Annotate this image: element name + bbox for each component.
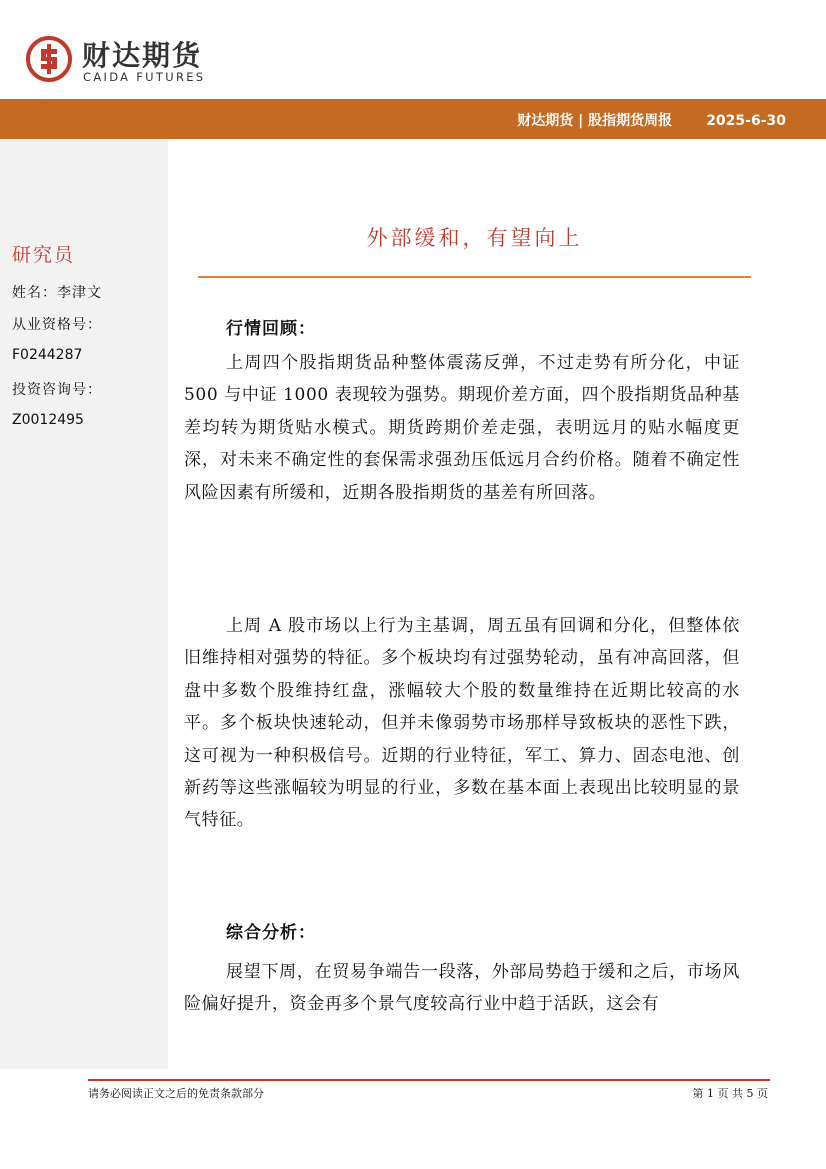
header-report-name: 财达期货 | 股指期货周报	[517, 113, 673, 129]
report-title: 外部缓和，有望向上	[366, 226, 583, 250]
sidebar-title: 研究员	[12, 244, 76, 266]
logo-name-en: CAIDA FUTURES	[83, 70, 206, 84]
caida-logo-icon	[26, 36, 72, 82]
logo-name-cn: 财达期货	[82, 39, 203, 72]
title-divider	[198, 276, 751, 278]
analyst-name: 姓名：李津文	[12, 285, 102, 301]
section-heading-analysis: 综合分析：	[226, 923, 316, 943]
consult-label: 投资咨询号：	[12, 382, 102, 398]
header-info	[517, 110, 786, 130]
consult-number: Z0012495	[12, 412, 84, 428]
qualification-label: 从业资格号：	[12, 317, 102, 333]
qualification-number: F0244287	[12, 347, 83, 363]
paragraph-analysis: 展望下周，在贸易争端告一段落，外部局势趋于缓和之后，市场风险偏好提升，资金再多个景气度较高行业中趋于活跃，这会有	[184, 962, 740, 1015]
paragraph-market-review-1: 上周四个股指期货品种整体震荡反弹，不过走势有所分化，中证 500 与中证 1000 表现较为强势。期现价差方面，四个股指期货品种基差均转为期货贴水模式。期货跨期价差走强，表明远月的贴水幅度更深，对未来不确定性的套保需求强劲压低远月合约价格。随着不确定性风险因素有所缓和，近期各股指期货的基差有所回落。	[184, 353, 740, 503]
company-logo	[26, 34, 226, 90]
header-band	[0, 99, 826, 139]
footer-page-number: 第 1 页 共 5 页	[692, 1087, 768, 1100]
paragraph-market-review-2: 上周 A 股市场以上行为主基调，周五虽有回调和分化，但整体依旧维持相对强势的特征。多个板块均有过强势轮动，虽有冲高回落，但盘中多数个股维持红盘，涨幅较大个股的数量维持在近期比较高的水平。多个板块快速轮动，但并未像弱势市场那样导致板块的恶性下跌，这可视为一种积极信号。近期的行业特征，军工、算力、固态电池、创新药等这些涨幅较为明显的行业，多数在基本面上表现出比较明显的景气特征。	[184, 616, 740, 831]
footer-divider	[88, 1079, 770, 1081]
analyst-sidebar	[0, 139, 168, 1069]
section-heading-review: 行情回顾：	[226, 319, 316, 339]
footer-disclaimer: 请务必阅读正文之后的免责条款部分	[88, 1087, 264, 1100]
header-date: 2025-6-30	[706, 113, 786, 129]
